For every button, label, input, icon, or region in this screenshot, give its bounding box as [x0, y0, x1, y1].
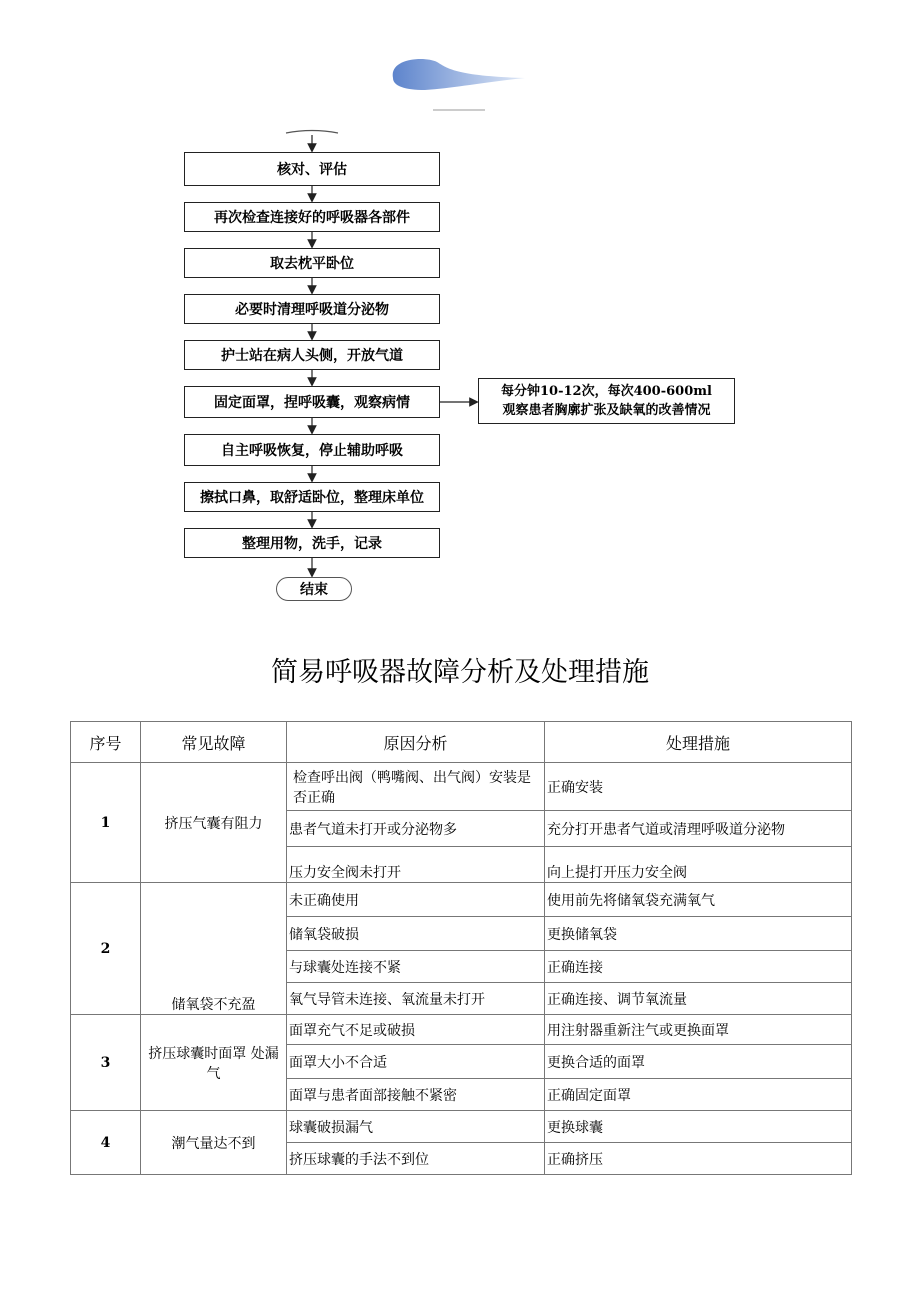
row-measure: 正确固定面罩	[545, 1079, 852, 1111]
row-cause: 与球囊处连接不紧	[287, 951, 545, 983]
row-measure: 正确安装	[545, 763, 852, 811]
row-measure: 正确挤压	[545, 1143, 852, 1175]
row-fault: 潮气量达不到	[141, 1111, 287, 1175]
flow-step: 擦拭口鼻，取舒适卧位，整理床单位	[184, 482, 440, 512]
row-cause: 患者气道未打开或分泌物多	[287, 811, 545, 847]
row-fault: 储氧袋不充盈	[141, 883, 287, 1015]
flow-step: 护士站在病人头侧，开放气道	[184, 340, 440, 370]
table-row	[71, 1111, 852, 1143]
row-cause: 氧气导管未连接、氧流量未打开	[287, 983, 545, 1015]
row-measure: 正确连接、调节氧流量	[545, 983, 852, 1015]
row-measure: 用注射器重新注气或更换面罩	[545, 1015, 852, 1045]
row-measure: 更换球囊	[545, 1111, 852, 1143]
flow-step: 必要时清理呼吸道分泌物	[184, 294, 440, 324]
row-num: 4	[71, 1111, 141, 1175]
row-num: 1	[71, 763, 141, 883]
row-cause: 面罩大小不合适	[287, 1045, 545, 1079]
row-cause: 储氧袋破损	[287, 917, 545, 951]
flow-side-note	[478, 378, 735, 424]
header-fault: 常见故障	[141, 722, 287, 763]
table-row	[71, 883, 852, 917]
row-measure: 更换储氧袋	[545, 917, 852, 951]
row-num: 2	[71, 883, 141, 1015]
page-title: 简易呼吸器故障分析及处理措施	[271, 657, 649, 688]
row-fault: 挤压球囊时面罩 处漏气	[141, 1015, 287, 1111]
table-header-row	[71, 722, 852, 763]
row-fault: 挤压气囊有阻力	[141, 763, 287, 883]
header-cause: 原因分析	[287, 722, 545, 763]
row-cause: 压力安全阀未打开	[287, 847, 545, 883]
flow-step: 核对、评估	[184, 152, 440, 186]
header-measure: 处理措施	[545, 722, 852, 763]
flow-step: 固定面罩，捏呼吸囊，观察病情	[184, 386, 440, 418]
fault-table	[70, 721, 852, 1175]
flow-step: 自主呼吸恢复，停止辅助呼吸	[184, 434, 440, 466]
row-cause: 未正确使用	[287, 883, 545, 917]
side-note-line1: 每分钟10-12次，每次400-600ml	[501, 384, 712, 399]
row-num: 3	[71, 1015, 141, 1111]
flow-end: 结束	[276, 577, 352, 601]
flow-step: 再次检查连接好的呼吸器各部件	[184, 202, 440, 232]
table-row	[71, 1015, 852, 1045]
row-measure: 使用前先将储氧袋充满氧气	[545, 883, 852, 917]
row-cause: 面罩与患者面部接触不紧密	[287, 1079, 545, 1111]
row-cause: 挤压球囊的手法不到位	[287, 1143, 545, 1175]
flow-step: 整理用物，洗手，记录	[184, 528, 440, 558]
row-cause: 面罩充气不足或破损	[287, 1015, 545, 1045]
row-cause: 球囊破损漏气	[287, 1111, 545, 1143]
flow-step: 取去枕平卧位	[184, 248, 440, 278]
row-measure: 向上提打开压力安全阀	[545, 847, 852, 883]
row-measure: 更换合适的面罩	[545, 1045, 852, 1079]
side-note-line2: 观察患者胸廓扩张及缺氧的改善情况	[502, 403, 711, 418]
header-num: 序号	[71, 722, 141, 763]
flowchart-connectors	[0, 0, 920, 620]
row-cause: 检查呼出阀（鸭嘴阀、出气阀）安装是否正确	[287, 763, 545, 811]
row-measure: 充分打开患者气道或清理呼吸道分泌物	[545, 811, 852, 847]
row-measure: 正确连接	[545, 951, 852, 983]
table-row	[71, 763, 852, 811]
